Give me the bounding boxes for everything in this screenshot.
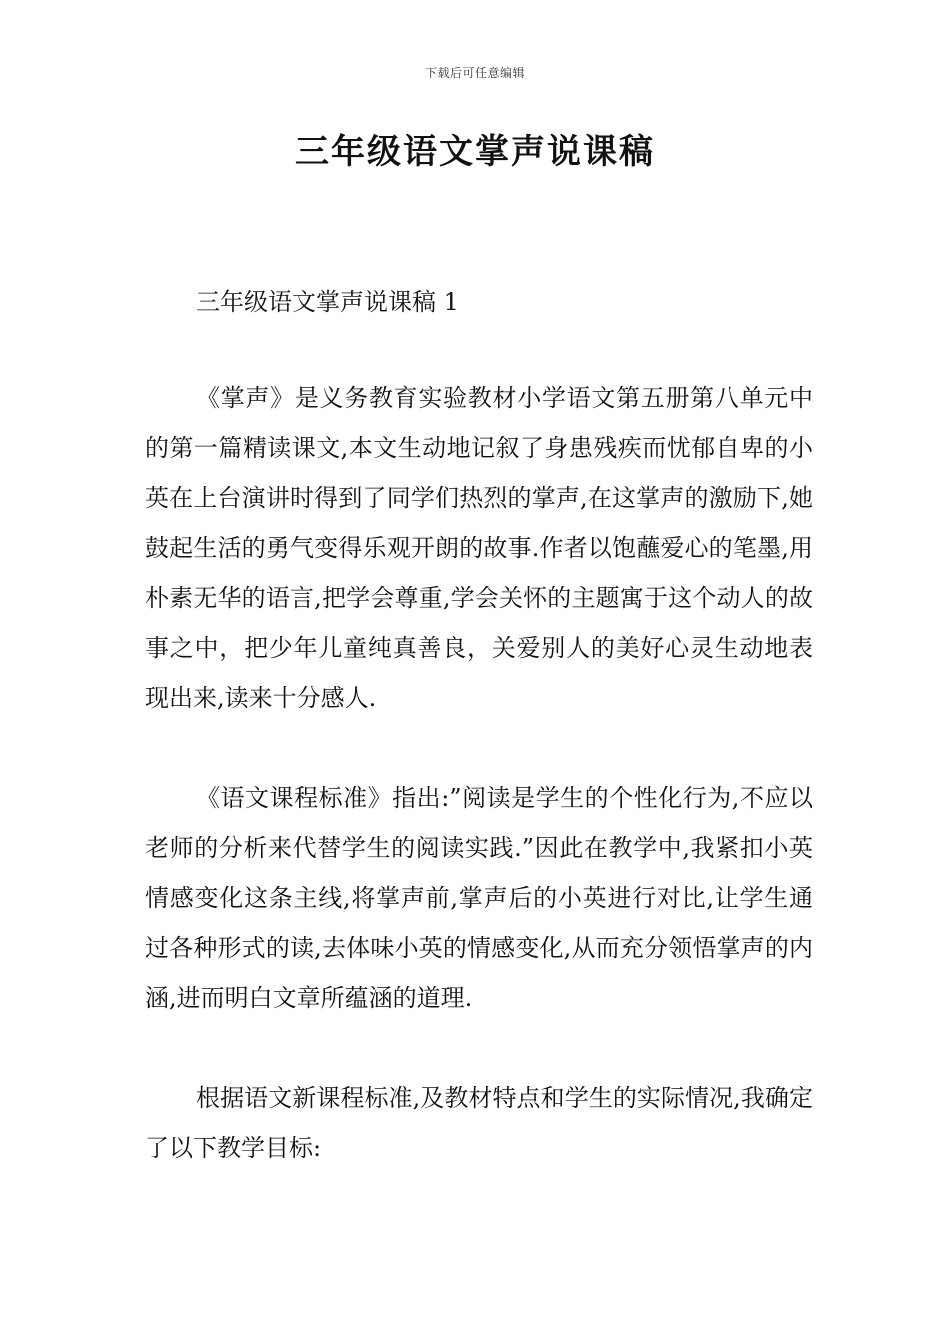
paragraph-2: 《语文课程标准》指出:”阅读是学生的个性化行为,不应以老师的分析来代替学生的阅读实践.”因此在教学中,我紧扣小英情感变化这条主线,将掌声前,掌声后的小英进行对比,让学生通过各种形式的读,去体味小英的情感变化,从而充分领悟掌声的内涵,进而明白文章所蕴涵的道理. xyxy=(145,784,813,1012)
paragraph-3: 根据语文新课程标准,及教材特点和学生的实际情况,我确定了以下教学目标: xyxy=(145,1084,813,1162)
header-note: 下载后可任意编辑 xyxy=(424,66,525,80)
document-title: 三年级语文掌声说课稿 xyxy=(295,132,655,172)
section-heading: 三年级语文掌声说课稿 1 xyxy=(196,288,459,316)
paragraph-1: 《掌声》是义务教育实验教材小学语文第五册第八单元中的第一篇精读课文,本文生动地记叙了身患残疾而忧郁自卑的小英在上台演讲时得到了同学们热烈的掌声,在这掌声的激励下,她鼓起生活的勇气变得乐观开朗的故事.作者以饱蘸爱心的笔墨,用朴素无华的语言,把学会尊重,学会关怀的主题寓于这个动人的故事之中，把少年儿童纯真善良，关爱别人的美好心灵生动地表现出来,读来十分感人. xyxy=(145,384,813,712)
